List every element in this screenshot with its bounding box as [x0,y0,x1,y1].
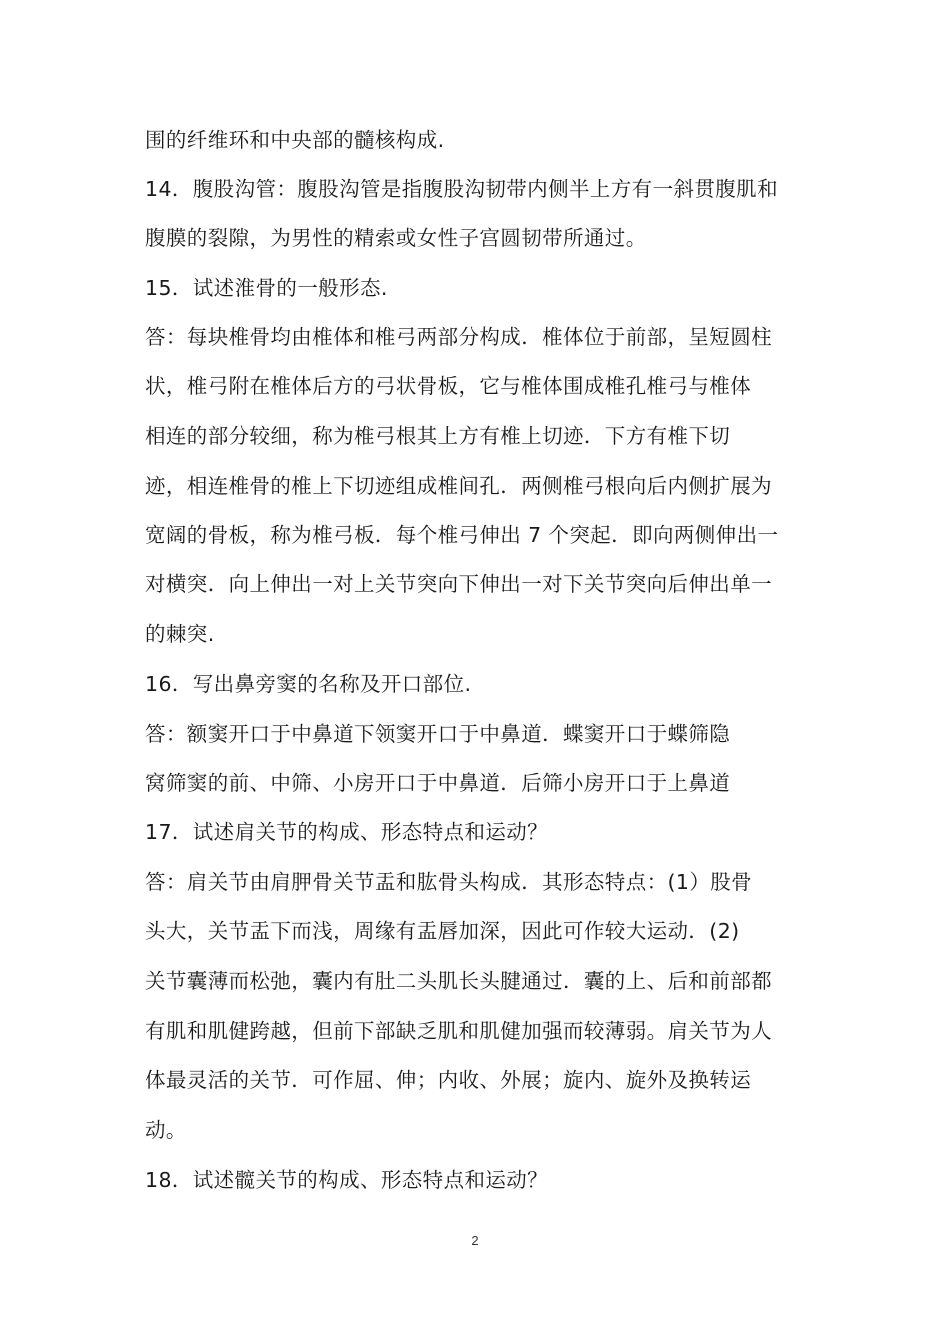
text-line: 答：额窦开口于中鼻道下领窦开口于中鼻道．蝶窦开口于蝶筛隐 [145,722,731,746]
text-line: 动。 [145,1118,187,1142]
text-line: 17．试述肩关节的构成、形态特点和运动？ [145,820,549,844]
text-line: 迹，相连椎骨的椎上下切迹组成椎间孔．两侧椎弓根向后内侧扩展为 [145,474,772,498]
text-line: 答：每块椎骨均由椎体和椎弓两部分构成．椎体位于前部，呈短圆柱 [145,325,772,349]
text-line: 14．腹股沟管：腹股沟管是指腹股沟韧带内侧半上方有一斜贯腹肌和 [145,177,778,201]
text-line: 15．试述淮骨的一般形态. [145,276,388,300]
text-line: 体最灵活的关节．可作屈、伸；内收、外展；旋内、旋外及换转运 [145,1068,752,1092]
text-line: 18．试述髋关节的构成、形态特点和运动？ [145,1168,549,1192]
text-line: 关节囊薄而松弛，囊内有肚二头肌长头腱通过．囊的上、后和前部都 [145,969,772,993]
text-line: 相连的部分较细，称为椎弓根其上方有椎上切迹．下方有椎下切 [145,424,731,448]
text-line: 状，椎弓附在椎体后方的弓状骨板，它与椎体围成椎孔椎弓与椎体 [145,374,752,398]
text-line: 的棘突. [145,622,215,646]
text-line: 答：肩关节由肩胛骨关节盂和肱骨头构成．其形态特点：(1）股骨 [145,870,753,894]
text-line: 围的纤维环和中央部的髓核构成. [145,128,445,152]
text-line: 宽阔的骨板，称为椎弓板．每个椎弓伸出 7 个突起．即向两侧伸出一 [145,523,779,547]
text-line: 对横突．向上伸出一对上关节突向下伸出一对下关节突向后伸出单一 [145,572,772,596]
page-number: 2 [471,1233,479,1248]
text-line: 头大，关节盂下而浅，周缘有盂唇加深，因此可作较大运动．(2) [145,919,740,943]
text-line: 有肌和肌健跨越，但前下部缺乏肌和肌健加强而较薄弱。肩关节为人 [145,1019,772,1043]
text-line: 腹膜的裂隙，为男性的精索或女性子宫圆韧带所通过。 [145,226,647,250]
text-line: 16．写出鼻旁窦的名称及开口部位. [145,672,472,696]
text-line: 窝筛窦的前、中筛、小房开口于中鼻道．后筛小房开口于上鼻道 [145,771,731,795]
